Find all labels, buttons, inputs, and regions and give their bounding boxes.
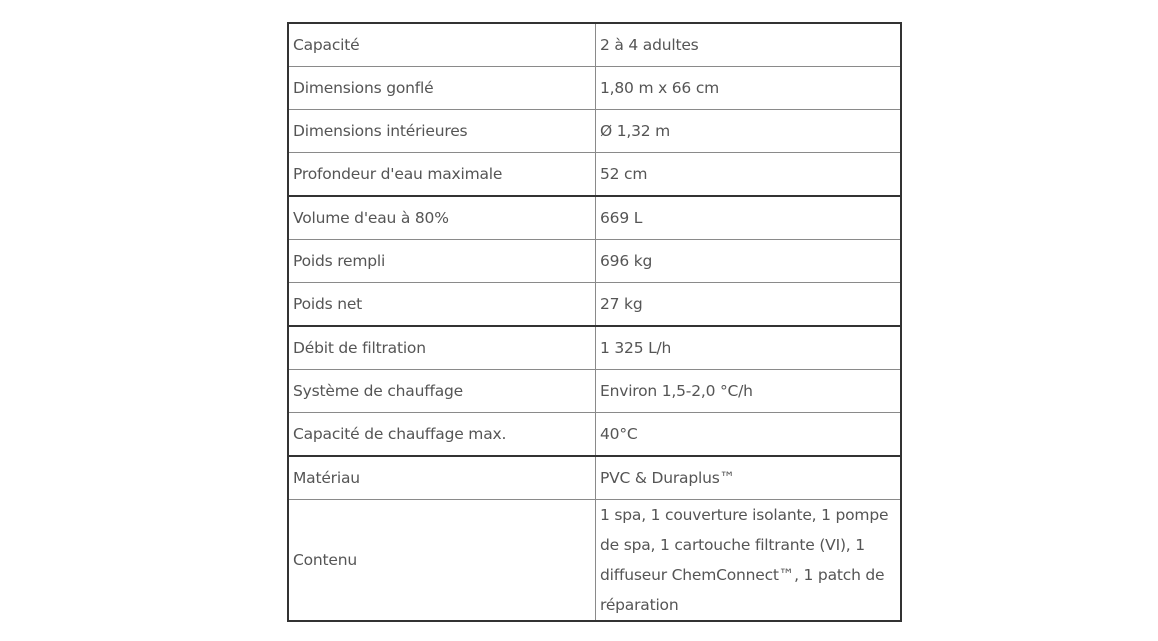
spec-label: Profondeur d'eau maximale [288,153,596,197]
spec-label: Volume d'eau à 80% [288,196,596,240]
spec-label: Débit de filtration [288,326,596,370]
spec-value: Environ 1,5-2,0 °C/h [596,370,902,413]
table-row [288,240,901,283]
table-row [288,370,901,413]
spec-table [287,22,902,622]
spec-value: 1 spa, 1 couverture isolante, 1 pompe de spa, 1 cartouche filtrante (VI), 1 diffuseur ChemConnect™, 1 patch de réparation [596,500,902,622]
table-row [288,283,901,327]
table-row [288,326,901,370]
table-row [288,196,901,240]
spec-value: 1,80 m x 66 cm [596,67,902,110]
spec-value: 1 325 L/h [596,326,902,370]
spec-value: Ø 1,32 m [596,110,902,153]
table-row [288,67,901,110]
spec-label: Contenu [288,500,596,622]
table-row [288,456,901,500]
spec-value: 2 à 4 adultes [596,23,902,67]
table-row [288,110,901,153]
spec-value: 669 L [596,196,902,240]
spec-value: 40°C [596,413,902,457]
spec-label: Dimensions intérieures [288,110,596,153]
table-row [288,413,901,457]
spec-label: Matériau [288,456,596,500]
spec-label: Capacité de chauffage max. [288,413,596,457]
spec-value: 52 cm [596,153,902,197]
table-row [288,153,901,197]
spec-label: Système de chauffage [288,370,596,413]
spec-label: Capacité [288,23,596,67]
table-row [288,23,901,67]
spec-label: Poids rempli [288,240,596,283]
spec-label: Dimensions gonflé [288,67,596,110]
table-row [288,500,901,622]
spec-label: Poids net [288,283,596,327]
spec-value: 696 kg [596,240,902,283]
spec-value: 27 kg [596,283,902,327]
spec-value: PVC & Duraplus™ [596,456,902,500]
